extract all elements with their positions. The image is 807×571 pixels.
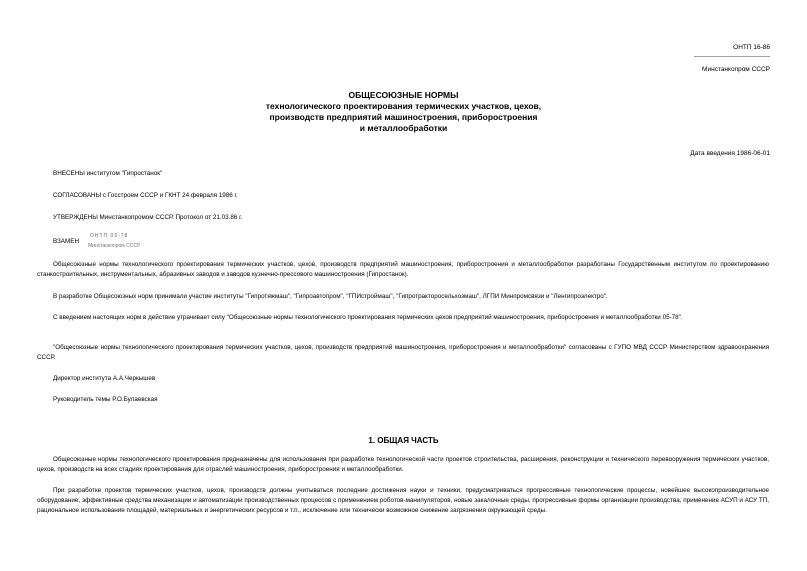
- document-title: [0, 90, 807, 134]
- paragraph-participants: [37, 292, 769, 302]
- introduced-by: ВНЕСЕНЫ институтом "Гипростанок": [53, 170, 163, 177]
- paragraph-supersedes-text: С введением настоящих норм в действие утрачивает силу "Общесоюзные нормы технологического проектирования термических цехов предприятий машиностроения, приборостроения и металлообработки 05-78".: [53, 314, 683, 321]
- title-line-1: ОБЩЕСОЮЗНЫЕ НОРМЫ: [348, 90, 459, 100]
- paragraph-participants-text: В разработке Общесоюзных норм принимали участие институты "Гипротяжмаш", "Гипроавтопром", "ГПИстроймаш", "Гипротракторосельхозмаш", ЛГПИ Минпромсвязи и "Ленгипроэлектро".: [53, 293, 608, 300]
- section-1-paragraph-1-text: Общесоюзные нормы технологического проектирования предназначены для использования при разработке технологической части проектов строительства, расширения, реконструкции и технического перевооружения термических участков, цехов, производств на всех стадиях проектирования для отраслей машиностроения, приборостроения и металлообработки.: [37, 456, 769, 473]
- title-line-3: производств предприятий машиностроения, приборостроения: [269, 112, 538, 122]
- director-line: Директор института А.А.Черкышев: [53, 375, 156, 382]
- replaces-label: ВЗАМЕН: [53, 238, 79, 245]
- paragraph-coordination-text: "Общесоюзные нормы технологического проектирования термических участков, цехов, производств предприятий машиностроения, приборостроения и металлообработки" согласованы с ГУПО МВД СССР Министерством здравоохранения СССР.: [37, 344, 769, 361]
- paragraph-developers-text: Общесоюзные нормы технологического проектирования термических участков, цехов, производств предприятий машиностроения, приборостроения и металлообработки разработаны Государственным институтом по проектированию станкостроительных, инструментальных, абразивных заводов и заводов кузнечно-прессового машиностроения (Гипростанок).: [37, 261, 769, 278]
- title-line-4: и металлообработки: [359, 123, 448, 133]
- section-1-paragraph-1: [37, 455, 769, 475]
- section-1-paragraph-2: [37, 486, 769, 516]
- header-separator: --------------------------------------: [694, 54, 770, 60]
- section-1-paragraph-2-text: При разработке проектов термических участков, цехов, производств должны учитываться последние достижения науки и техники, предусматриваться прогрессивные технологические процессы, новейшее высокопроизводительное оборудование, эффективные средства механизации и автоматизации производственных процессов с применением роботов-манипуляторов, новые закалочные среды, прогрессивные формы организации производства, применение АСУП и АСУ ТП, рациональное использование площадей, материальных и энергетических ресурсов и т.п., исключение или технически возможное снижение загрязнения окружающей среды.: [37, 487, 769, 514]
- paragraph-supersedes: [37, 313, 769, 323]
- agreed-with: СОГЛАСОВАНЫ с Госстроем СССР и ГКНТ 24 февраля 1986 г.: [53, 192, 238, 199]
- introduction-date: Дата введения 1986-06-01: [690, 150, 770, 157]
- section-1-title: 1. ОБЩАЯ ЧАСТЬ: [368, 436, 439, 445]
- replaces-handwritten-2: Минстанкопром СССР: [88, 243, 141, 249]
- title-line-2: технологического проектирования термических участков, цехов,: [265, 101, 542, 111]
- document-code: ОНТП 16-86: [733, 44, 770, 51]
- paragraph-developers: [37, 260, 769, 280]
- theme-lead-line: Руководитель темы Р.О.Булаевская: [53, 396, 158, 403]
- replaces-handwritten-1: ОНТП 05-78: [90, 233, 129, 239]
- approved-by: УТВЕРЖДЕНЫ Минстанкопромом СССР. Протокол от 21.03.86 г.: [53, 214, 243, 221]
- paragraph-coordination: [37, 343, 769, 363]
- organization-name: Минстанкопром СССР: [702, 66, 770, 73]
